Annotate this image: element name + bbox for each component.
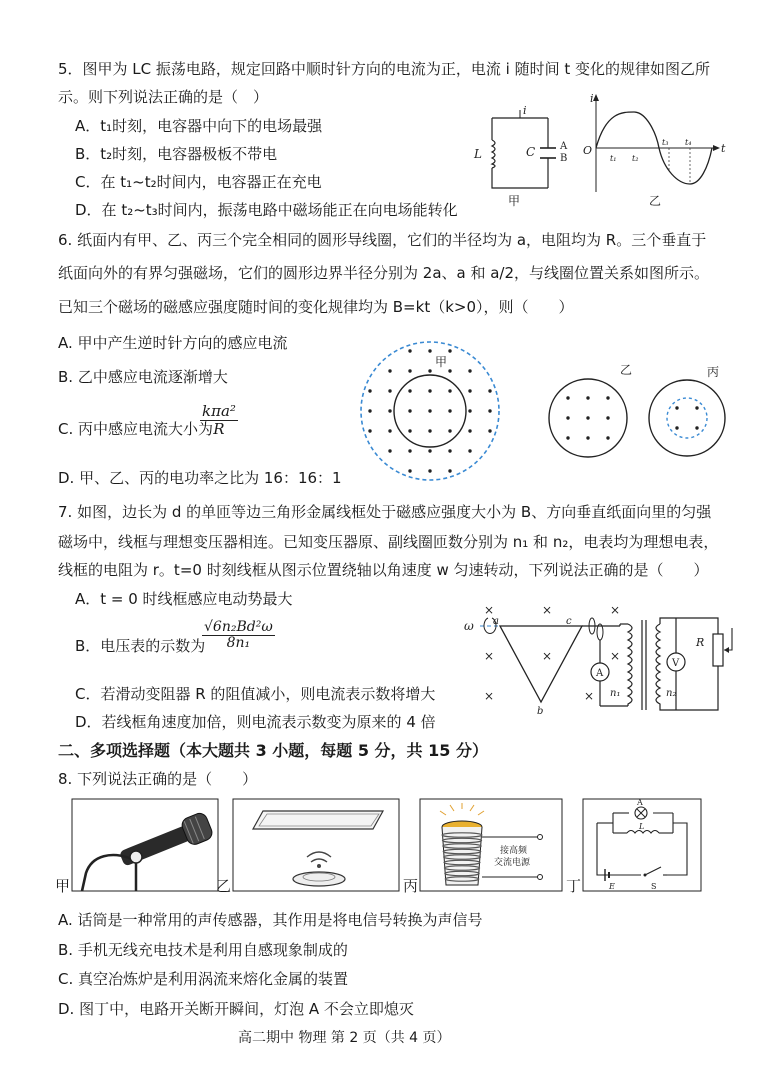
q8-induction-furnace-figure (420, 799, 564, 893)
q5-graph-t3: t₃ (662, 138, 669, 147)
q8-option-b: B. 手机无线充电技术是利用自感现象制成的 (58, 941, 348, 959)
q6-stem-line2: 纸面向外的有界匀强磁场，它们的圆形边界半径分别为 2a、a 和 a/2，与线圈位置关系如图所示。 (58, 264, 710, 282)
field-dot (586, 396, 589, 399)
q6-option-c-numerator: kπa² (202, 402, 236, 420)
q7-option-b-numerator: √6n₂Bd²ω (204, 619, 273, 635)
q6-fig-label-yi: 乙 (620, 363, 633, 377)
field-dot (448, 349, 451, 352)
q8-option-a: A. 话筒是一种常用的声传感器，其作用是将电信号转换为声信号 (58, 911, 483, 929)
q7-option-a: A．t = 0 时线框感应电动势最大 (75, 590, 293, 608)
q5-option-a: A．t₁时刻，电容器中向下的电场最强 (75, 117, 323, 135)
field-dot (606, 396, 609, 399)
field-dot (408, 449, 411, 452)
section2-heading: 二、多项选择题（本大题共 3 小题，每题 5 分，共 15 分） (58, 741, 488, 760)
q8-wireless-charging-figure (233, 799, 401, 893)
q7-option-b-prefix: B．电压表的示数为 (75, 637, 206, 655)
field-dot (448, 389, 451, 392)
field-dot (488, 389, 491, 392)
q8-label-ding: 丁 (566, 877, 582, 895)
field-dot (408, 349, 411, 352)
field-dot (408, 469, 411, 472)
q7-fig-ammeter: A (596, 668, 604, 679)
field-dot (388, 369, 391, 372)
q8-option-d: D. 图丁中，电路开关断开瞬间，灯泡 A 不会立即熄灭 (58, 1000, 414, 1018)
field-dot (428, 349, 431, 352)
field-dot (408, 389, 411, 392)
q8-ding-L: L (639, 822, 645, 831)
field-dot (606, 436, 609, 439)
q7-fig-voltmeter: V (672, 658, 680, 669)
q8-microphone-figure (72, 799, 220, 893)
field-dot (566, 396, 569, 399)
q6-option-c-fraction (200, 403, 238, 437)
q7-option-b-fraction (202, 620, 275, 652)
q7-fig-a: a (493, 616, 499, 627)
q8-label-bing: 丙 (403, 877, 419, 895)
field-dot (428, 449, 431, 452)
field-dot (388, 389, 391, 392)
field-dot (468, 389, 471, 392)
field-dot (428, 389, 431, 392)
q5-graph-t-axis: t (721, 142, 726, 155)
q8-ding-S: S (651, 882, 657, 891)
field-dot (488, 429, 491, 432)
field-dot (448, 409, 451, 412)
field-dot (448, 469, 451, 472)
field-dot (468, 369, 471, 372)
field-dot (675, 426, 678, 429)
q8-bing-text1: 接高频 (500, 846, 528, 856)
q7-fig-b: b (537, 706, 544, 717)
page-footer: 高二期中 物理 第 2 页（共 4 页） (238, 1030, 451, 1046)
q7-stem-line3: 线框的电阻为 r。t=0 时刻线框从图示位置绕轴以角速度 w 匀速转动，下列说法正确的是（ ） (58, 561, 709, 579)
q5-fig-C-label: C (526, 145, 536, 159)
field-dot (675, 406, 678, 409)
field-cross-mark: × (584, 689, 595, 703)
field-dot (468, 449, 471, 452)
q8-stem: 8. 下列说法正确的是（ ） (58, 770, 258, 788)
q8-self-inductance-figure (583, 799, 703, 893)
q5-it-graph-figure (582, 92, 732, 207)
q5-stem-line1: 5．图甲为 LC 振荡电路，规定回路中顺时针方向的电流为正，电流 i 随时间 t 变化的规律如图乙所 (58, 60, 711, 78)
q5-fig-i-label: i (523, 104, 527, 117)
q5-graph-t4: t₄ (685, 138, 692, 147)
field-cross-mark: × (542, 649, 553, 663)
q7-fig-n1: n₁ (610, 688, 621, 699)
q6-stem-line3: 已知三个磁场的磁感应强度随时间的变化规律均为 B=kt（k>0），则（ ） (58, 298, 574, 316)
q6-fig-label-bing: 丙 (707, 365, 720, 379)
q5-graph-i-axis: i (590, 92, 594, 105)
field-dot (368, 429, 371, 432)
field-dot (428, 369, 431, 372)
field-dot (368, 389, 371, 392)
field-dot (388, 449, 391, 452)
q7-option-d: D．若线框角速度加倍，则电流表示数变为原来的 4 倍 (75, 713, 436, 731)
field-dot (448, 369, 451, 372)
field-dot (468, 429, 471, 432)
field-cross-mark: × (610, 649, 621, 663)
field-dot (586, 436, 589, 439)
q7-option-c: C．若滑动变阻器 R 的阻值减小，则电流表示数将增大 (75, 685, 436, 703)
q5-fig-caption-jia: 甲 (508, 194, 521, 208)
q8-ding-A: A (637, 798, 643, 807)
field-dot (428, 469, 431, 472)
q5-graph-t2: t₂ (632, 154, 639, 163)
q6-option-a: A. 甲中产生逆时针方向的感应电流 (58, 334, 288, 352)
q8-label-jia: 甲 (55, 877, 71, 895)
q5-option-d: D．在 t₂~t₃时间内，振荡电路中磁场能正在向电场能转化 (75, 201, 458, 219)
field-cross-mark: × (542, 603, 553, 617)
q5-option-b: B．t₂时刻，电容器极板不带电 (75, 145, 278, 163)
q5-option-c: C．在 t₁~t₂时间内，电容器正在充电 (75, 173, 322, 191)
field-dot (388, 429, 391, 432)
field-dot (566, 436, 569, 439)
q5-stem-line2: 示。则下列说法正确的是（ ） (58, 88, 269, 106)
q5-lc-circuit-figure (468, 104, 578, 208)
field-cross-mark: × (484, 649, 495, 663)
field-dot (606, 416, 609, 419)
field-cross-mark: × (610, 603, 621, 617)
field-dot (448, 449, 451, 452)
field-dot (695, 406, 698, 409)
field-dot (695, 426, 698, 429)
q7-transformer-figure (460, 600, 740, 720)
field-dot (388, 409, 391, 412)
q7-option-b-denominator: 8n₁ (226, 635, 251, 652)
field-dot (468, 409, 471, 412)
q5-graph-caption-yi: 乙 (649, 194, 662, 208)
field-cross-mark: × (484, 689, 495, 703)
field-dot (586, 416, 589, 419)
q7-fig-R: R (696, 636, 705, 649)
q5-fig-L-label: L (474, 147, 482, 161)
q5-fig-B-label: B (560, 153, 568, 164)
field-dot (448, 429, 451, 432)
field-dot (408, 429, 411, 432)
q8-option-c: C. 真空冶炼炉是利用涡流来熔化金属的装置 (58, 970, 349, 988)
q5-graph-t1: t₁ (610, 154, 617, 163)
q6-coil-field-figure (355, 336, 735, 486)
q7-stem-line1: 7. 如图，边长为 d 的单匝等边三角形金属线框处于磁感应强度大小为 B、方向垂直纸面向里的匀强 (58, 503, 712, 521)
q7-fig-omega: ω (464, 619, 474, 633)
q8-label-yi: 乙 (216, 877, 232, 895)
field-dot (488, 409, 491, 412)
q7-fig-n2: n₂ (666, 688, 677, 699)
field-dot (368, 409, 371, 412)
q6-stem-line1: 6. 纸面内有甲、乙、丙三个完全相同的圆形导线圈，它们的半径均为 a，电阻均为 R。三个垂直于 (58, 231, 707, 249)
field-dot (408, 409, 411, 412)
q8-ding-E: E (609, 882, 615, 891)
q6-option-d: D. 甲、乙、丙的电功率之比为 16：16：1 (58, 469, 342, 487)
q6-option-b: B. 乙中感应电流逐渐增大 (58, 368, 228, 386)
q7-stem-line2: 磁场中，线框与理想变压器相连。已知变压器原、副线圈匝数分别为 n₁ 和 n₂，电表均为理想电表， (58, 533, 719, 551)
q5-graph-origin: O (583, 144, 593, 157)
field-cross-mark: × (484, 603, 495, 617)
q8-bing-text2: 交流电源 (494, 858, 531, 868)
field-dot (566, 416, 569, 419)
q5-fig-A-label: A (560, 141, 568, 152)
q7-fig-c: c (566, 616, 572, 627)
field-dot (428, 429, 431, 432)
field-dot (428, 409, 431, 412)
q6-fig-label-jia: 甲 (435, 355, 448, 369)
q6-option-c-prefix: C. 丙中感应电流大小为 (58, 420, 214, 438)
field-dot (408, 369, 411, 372)
q6-option-c-denominator: R (213, 419, 225, 438)
